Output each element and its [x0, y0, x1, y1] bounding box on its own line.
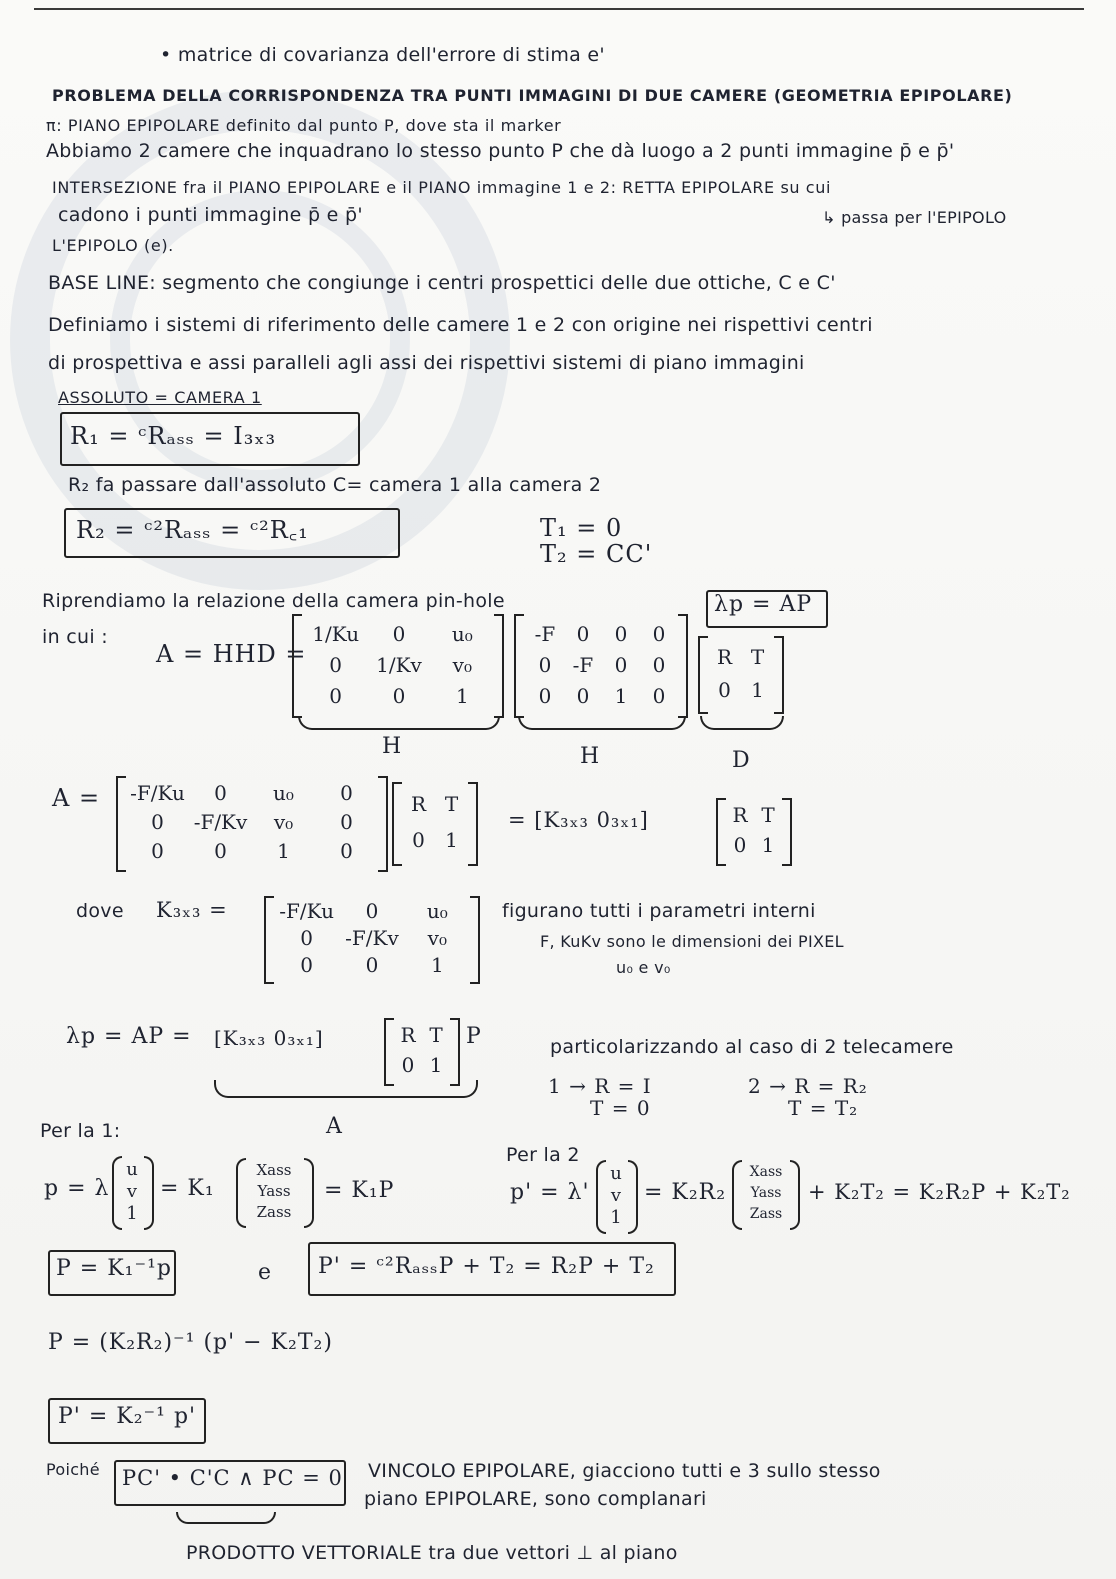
note-u0v0: u₀ e v₀	[616, 958, 671, 977]
eq-cam1-r: 1 → R = I	[548, 1074, 652, 1098]
matrix-d2: R T 0 1	[410, 792, 459, 852]
eq-pinhole: λp = AP	[714, 592, 813, 617]
bracket-af-right	[378, 776, 388, 872]
line-per-la-1: Per la 1:	[40, 1120, 121, 1142]
label-h1: H	[382, 734, 402, 759]
bracket-d4-right	[450, 1018, 460, 1086]
eq-cam1-t: T = 0	[590, 1096, 651, 1120]
eq-p-lambda: p = λ	[44, 1176, 110, 1201]
bracket-k-left	[264, 896, 274, 984]
line-vincolo: VINCOLO EPIPOLARE, giacciono tutti e 3 sullo stesso	[368, 1460, 881, 1482]
line-prodotto: PRODOTTO VETTORIALE tra due vettori ⊥ al piano	[186, 1542, 678, 1564]
line-parallel-axes: di prospettiva e assi paralleli agli assi dei rispettivi sistemi di piano immagini	[48, 352, 805, 374]
bracket-d2-right	[468, 782, 478, 866]
label-a: A	[326, 1114, 342, 1139]
label-p: P	[466, 1024, 481, 1049]
line-pinhole: Riprendiamo la relazione della camera pin-hole	[42, 590, 505, 612]
eq-k1: = K₁	[160, 1176, 215, 1201]
vector-xyz2: Xass Yass Zass	[749, 1164, 783, 1222]
eq-k1p: = K₁P	[324, 1178, 395, 1203]
bracket-d3-right	[782, 798, 792, 866]
matrix-d3: R T 0 1	[732, 803, 775, 857]
matrix-d4: R T 0 1	[400, 1023, 443, 1077]
bracket-af-left	[116, 776, 126, 872]
eq-p-prime-rel: P' = ᶜ²RₐₛₛP + T₂ = R₂P + T₂	[318, 1254, 655, 1279]
eq-k-def: K₃ₓ₃ =	[156, 898, 228, 922]
bracket-k-right	[470, 896, 480, 984]
eq-r1: R₁ = ᶜRₐₛₛ = I₃ₓ₃	[70, 422, 277, 450]
eq-p-inv: P = K₁⁻¹p	[56, 1256, 172, 1281]
line-epipolar-plane: π: PIANO EPIPOLARE definito dal punto P, dove sta il marker	[46, 116, 562, 135]
line-complanari: piano EPIPOLARE, sono complanari	[364, 1488, 707, 1510]
brace-h	[298, 716, 500, 730]
eq-r2: R₂ = ᶜ²Rₐₛₛ = ᶜ²R꜀₁	[76, 516, 309, 544]
brace-cross	[176, 1512, 276, 1524]
eq-p-prime-inv: P' = K₂⁻¹ p'	[58, 1404, 197, 1429]
line-intersection: INTERSEZIONE fra il PIANO EPIPOLARE e il PIANO immagine 1 e 2: RETTA EPIPOLARE su cui	[52, 178, 831, 197]
eq-k-zero: = [K₃ₓ₃ 0₃ₓ₁]	[508, 808, 649, 832]
line-r2: R₂ fa passare dall'assoluto C= camera 1 alla camera 2	[68, 474, 602, 496]
eq-k2r2: = K₂R₂	[644, 1180, 727, 1205]
section-title: PROBLEMA DELLA CORRISPONDENZA TRA PUNTI IMMAGINI DI DUE CAMERE (GEOMETRIA EPIPOLARE)	[52, 86, 1013, 105]
bracket-h-left	[292, 614, 302, 718]
brace-d	[700, 716, 784, 730]
eq-p-prime: p' = λ'	[510, 1180, 590, 1205]
note-pixel-dims: F, KuKv sono le dimensioni dei PIXEL	[540, 932, 844, 951]
bracket-d4-left	[384, 1018, 394, 1086]
vector-uv1: u v 1	[126, 1158, 138, 1224]
bracket-m-right	[678, 614, 688, 718]
bracket-m-left	[514, 614, 524, 718]
note-internal-params: figurano tutti i parametri interni	[502, 900, 816, 922]
line-dove: dove	[76, 900, 124, 922]
line-baseline: BASE LINE: segmento che congiunge i centri prospettici delle due ottiche, C e C'	[48, 272, 836, 294]
eq-a: A =	[52, 784, 101, 812]
matrix-k: -F/Ku 0 u₀ 0 -F/Kv v₀ 0 0 1	[279, 899, 448, 977]
line-per-la-2: Per la 2	[506, 1144, 580, 1166]
vector-uv2: u v 1	[610, 1162, 622, 1228]
paren-uv1-right	[144, 1156, 154, 1230]
matrix-a-full: -F/Ku 0 u₀ 0 0 -F/Kv v₀ 0 0 0 1 0	[130, 780, 353, 864]
eq-t2: T₂ = CC'	[540, 540, 653, 568]
line-epipole: L'EPIPOLO (e).	[52, 236, 174, 255]
brace-a	[214, 1080, 478, 1098]
eq-and: e	[258, 1260, 273, 1285]
matrix-h: 1/Ku 0 u₀ 0 1/Kv v₀ 0 0 1	[312, 621, 473, 709]
matrix-d: R T 0 1	[716, 644, 765, 702]
eq-p-solve: P = (K₂R₂)⁻¹ (p' − K₂T₂)	[48, 1330, 333, 1355]
eq-cam2-r: 2 → R = R₂	[748, 1074, 868, 1098]
line-particolarizzando: particolarizzando al caso di 2 telecamere	[550, 1036, 954, 1058]
line-absolute: ASSOLUTO = CAMERA 1	[58, 388, 262, 407]
bracket-d-right	[774, 636, 784, 714]
eq-a-hhd: A = HHD =	[156, 640, 307, 668]
brace-m	[518, 716, 686, 730]
bracket-d-left	[698, 636, 708, 714]
line-two-cameras: Abbiamo 2 camere che inquadrano lo stesso punto P che dà luogo a 2 punti immagine p̄ e p̄'	[46, 140, 955, 162]
label-h2: H	[580, 744, 600, 769]
bracket-d2-left	[392, 782, 402, 866]
paren-xyz1-right	[304, 1158, 314, 1228]
eq-k-zero-2: [K₃ₓ₃ 0₃ₓ₁]	[214, 1026, 324, 1050]
eq-k2t2: + K₂T₂ = K₂R₂P + K₂T₂	[808, 1180, 1071, 1204]
line-covariance: • matrice di covarianza dell'errore di stima e'	[160, 44, 605, 66]
eq-epipolar-constraint: PC' • C'C ∧ PC = 0	[122, 1466, 343, 1490]
eq-cam2-t: T = T₂	[788, 1096, 859, 1120]
line-reference-systems: Definiamo i sistemi di riferimento delle camere 1 e 2 con origine nei rispettivi centri	[48, 314, 873, 336]
eq-t1: T₁ = 0	[540, 514, 623, 542]
line-poiche: Poiché	[46, 1460, 100, 1479]
paren-xyz2-right	[790, 1160, 800, 1230]
eq-lambda-ap: λp = AP =	[66, 1024, 192, 1049]
vector-xyz1: Xass Yass Zass	[256, 1161, 292, 1221]
line-image-points: cadono i punti immagine p̄ e p̄'	[58, 204, 363, 226]
note-epipole: ↳ passa per l'EPIPOLO	[822, 208, 1007, 227]
line-in-cui: in cui :	[42, 626, 108, 648]
matrix-projection: -F 0 0 0 0 -F 0 0 0 0 1 0	[534, 621, 666, 709]
top-rule	[34, 8, 1084, 10]
paren-uv2-right	[628, 1160, 638, 1234]
label-d: D	[732, 748, 750, 773]
bracket-d3-left	[716, 798, 726, 866]
bracket-h-right	[494, 614, 504, 718]
